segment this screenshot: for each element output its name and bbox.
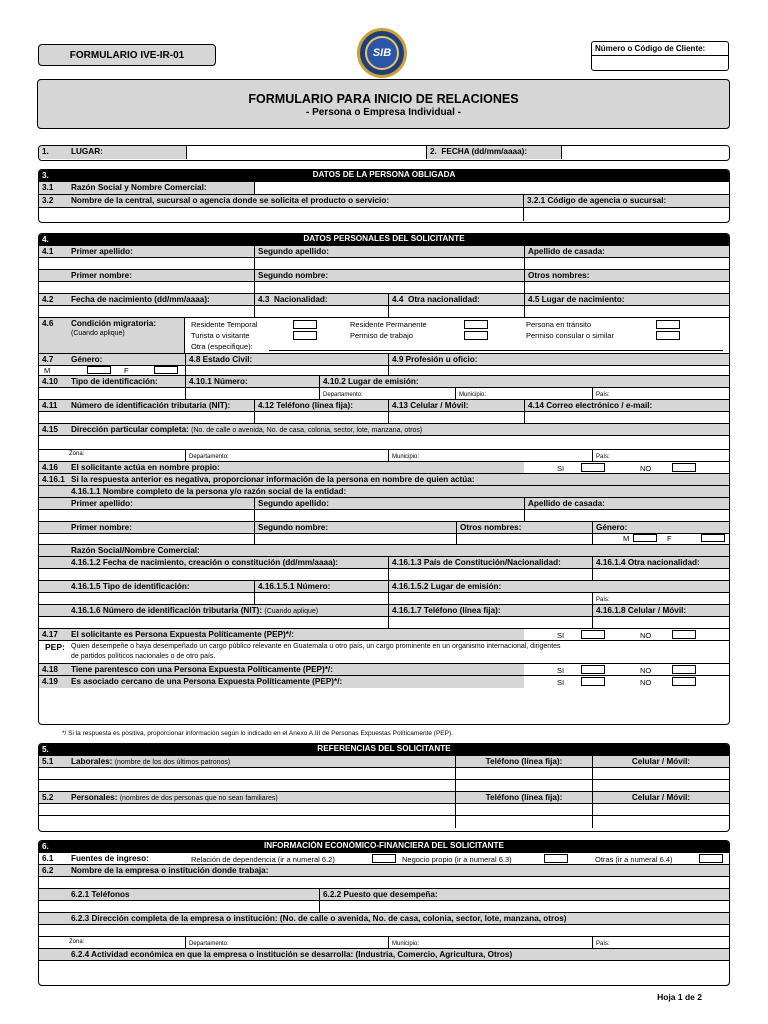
section-references bbox=[38, 743, 730, 832]
ref-lab-celular-label: Celular / Móvil: bbox=[592, 756, 729, 767]
pais2-label: País: bbox=[596, 454, 610, 460]
emp-depto-label: Departamento: bbox=[189, 941, 229, 947]
num-6: 6. bbox=[42, 842, 49, 851]
condicion-migratoria-label: Condición migratoria: bbox=[71, 319, 157, 328]
otra-especifique-label: Otra (especifique): bbox=[191, 342, 253, 351]
permiso-trabajo-checkbox[interactable] bbox=[464, 331, 488, 340]
b-segundo-apellido-label: Segundo apellido: bbox=[254, 498, 524, 509]
direccion-empresa-label: 6.2.3 Dirección completa de la empresa o institución: (No. de calle o avenida, No. de casa, colonia, sector, lote, manzana, otros) bbox=[71, 914, 567, 923]
laborales-label: Laborales: bbox=[71, 757, 113, 766]
actua-nombre-propio-label: El solicitante actúa en nombre propio: bbox=[71, 463, 220, 472]
emp-muni-label: Municipio: bbox=[392, 941, 420, 947]
num-4-3: 4.3 bbox=[258, 295, 270, 304]
numero-id-label: 4.10.1 Número: bbox=[185, 376, 319, 387]
persona-transito-checkbox[interactable] bbox=[656, 320, 680, 329]
fecha-field[interactable] bbox=[561, 146, 729, 159]
b-genero-m-label: M bbox=[623, 534, 630, 543]
negocio-propio-checkbox[interactable] bbox=[544, 854, 568, 863]
nombre-completo-label: 4.16.1.1 Nombre completo de la persona y/o razón social de la entidad: bbox=[71, 487, 347, 496]
num-4-1: 4.1 bbox=[42, 247, 54, 256]
turista-label: Turista o visitante bbox=[191, 331, 250, 340]
departamento-label: Departamento: bbox=[189, 454, 229, 460]
num-4-16-1: 4.16.1 bbox=[42, 475, 65, 484]
actividad-economica-field[interactable] bbox=[39, 961, 729, 977]
emp-pais-label: País: bbox=[596, 941, 610, 947]
num-2: 2. bbox=[430, 147, 437, 156]
nit-label: Número de identificación tributaria (NIT): bbox=[71, 401, 231, 410]
depto-label: Departamento: bbox=[323, 392, 363, 398]
form-header bbox=[37, 79, 730, 129]
genero-f-label: F bbox=[124, 366, 129, 375]
direccion-note: (No. de calle o avenida, No. de casa, colonia, sector, lote, manzana, otros) bbox=[191, 427, 423, 434]
zona-label: Zona: bbox=[69, 451, 85, 457]
residente-permanente-label: Residente Permanente bbox=[350, 320, 427, 329]
lugar-field[interactable] bbox=[186, 146, 426, 159]
fecha-label: FECHA (dd/mm/aaaa): bbox=[441, 147, 528, 156]
genero-label: Género: bbox=[71, 355, 103, 364]
num-5: 5. bbox=[42, 745, 49, 754]
tipo-identificacion-label: Tipo de identificación: bbox=[71, 377, 158, 386]
personales-label: Personales: bbox=[71, 793, 118, 802]
laborales-note: (nombre de los dos últimos patronos) bbox=[114, 759, 231, 766]
page-number: Hoja 1 de 2 bbox=[657, 992, 702, 1002]
num-1: 1. bbox=[42, 147, 49, 156]
client-code-label: Número o Código de Cliente: bbox=[592, 42, 728, 56]
num-4-17: 4.17 bbox=[42, 630, 58, 639]
b-lugar-emision-label: 4.16.1.5.2 Lugar de emisión: bbox=[388, 581, 729, 592]
lugar-label: LUGAR: bbox=[71, 147, 103, 156]
num-5-1: 5.1 bbox=[42, 757, 54, 766]
section-4-title: DATOS PERSONALES DEL SOLICITANTE bbox=[303, 234, 465, 243]
lugar-nacimiento-label: 4.5 Lugar de nacimiento: bbox=[524, 294, 729, 305]
asociado-si-checkbox[interactable] bbox=[581, 677, 605, 686]
b-genero-f-checkbox[interactable] bbox=[701, 534, 725, 542]
parentesco-si-label: SI bbox=[557, 666, 565, 675]
num-4-19: 4.19 bbox=[42, 677, 58, 686]
pep-si-label: SI bbox=[557, 631, 565, 640]
ref-pers-telefono-label: Teléfono (línea fija): bbox=[455, 792, 592, 803]
section-financial bbox=[38, 840, 730, 986]
num-4-10: 4.10 bbox=[42, 377, 58, 386]
pep-desc-2: de partidos políticos nacionales o de otro país. bbox=[71, 653, 216, 660]
num-6-2: 6.2 bbox=[42, 866, 54, 875]
correo-label: 4.14 Correo electrónico / e-mail: bbox=[524, 400, 729, 411]
otros-nombres-label: Otros nombres: bbox=[524, 270, 729, 281]
b-celular-label: 4.16.1.8 Celular / Móvil: bbox=[592, 605, 729, 616]
b-primer-apellido-label: Primer apellido: bbox=[71, 499, 133, 508]
num-3-2: 3.2 bbox=[42, 196, 54, 205]
b-telefono-label: 4.16.1.7 Teléfono (línea fija): bbox=[388, 605, 592, 616]
pais-label: País: bbox=[596, 392, 610, 398]
razon-social-field[interactable] bbox=[254, 182, 729, 194]
primer-apellido-label: Primer apellido: bbox=[71, 247, 133, 256]
cuando-aplique-label: (Cuando aplique) bbox=[71, 330, 125, 337]
form-code: FORMULARIO IVE-IR-01 bbox=[38, 44, 216, 66]
muni-label: Municipio: bbox=[459, 392, 487, 398]
num-4-7: 4.7 bbox=[42, 355, 54, 364]
nacionalidad-label: Nacionalidad: bbox=[273, 295, 328, 304]
section-3-title: DATOS DE LA PERSONA OBLIGADA bbox=[312, 170, 456, 179]
genero-m-checkbox[interactable] bbox=[87, 366, 111, 374]
permiso-trabajo-label: Permiso de trabajo bbox=[350, 331, 413, 340]
residente-temporal-checkbox[interactable] bbox=[293, 320, 317, 329]
b-otra-nacionalidad-label: 4.16.1.4 Otra nacionalidad: bbox=[592, 557, 729, 568]
lugar-emision-label: 4.10.2 Lugar de emisión: bbox=[319, 376, 729, 387]
b-nit-label: 4.16.1.6 Número de identificación tributaria (NIT): bbox=[71, 606, 263, 615]
municipio-label: Municipio: bbox=[392, 454, 420, 460]
apellido-casada-label: Apellido de casada: bbox=[524, 246, 729, 257]
profesion-label: 4.9 Profesión u oficio: bbox=[388, 354, 729, 365]
residente-temporal-label: Residente Temporal bbox=[191, 320, 258, 329]
pep-si-checkbox[interactable] bbox=[581, 630, 605, 639]
b-segundo-nombre-label: Segundo nombre: bbox=[254, 522, 456, 533]
client-code-field[interactable] bbox=[592, 56, 728, 70]
b-apellido-casada-label: Apellido de casada: bbox=[524, 498, 729, 509]
permiso-consular-checkbox[interactable] bbox=[656, 331, 680, 340]
section-5-title: REFERENCIAS DEL SOLICITANTE bbox=[317, 744, 451, 753]
razon-social-label: Razón Social y Nombre Comercial: bbox=[71, 183, 207, 192]
section-6-title: INFORMACIÓN ECONÓMICO-FINANCIERA DEL SOLICITANTE bbox=[263, 841, 504, 850]
respuesta-negativa-label: Si la respuesta anterior es negativa, proporcionar información de la persona en nombre de quien actúa: bbox=[71, 475, 475, 484]
b-pais-label: País: bbox=[596, 597, 610, 603]
b-genero-m-checkbox[interactable] bbox=[633, 534, 657, 542]
num-4-2: 4.2 bbox=[42, 295, 54, 304]
num-6-1: 6.1 bbox=[42, 854, 54, 863]
telefono-fijo-label: 4.12 Teléfono (línea fija): bbox=[254, 400, 388, 411]
otras-fuentes-checkbox[interactable] bbox=[699, 854, 723, 863]
primer-nombre-label: Primer nombre: bbox=[71, 271, 132, 280]
b-tipo-id-label: 4.16.1.5 Tipo de identificación: bbox=[71, 582, 190, 591]
actua-no-label: NO bbox=[640, 464, 652, 473]
section-place-date bbox=[38, 145, 730, 161]
residente-permanente-checkbox[interactable] bbox=[464, 320, 488, 329]
sib-seal-logo bbox=[357, 28, 407, 78]
actua-no-checkbox[interactable] bbox=[672, 463, 696, 472]
agencia-label: Nombre de la central, sucursal o agencia donde se solicita el producto o servicio: bbox=[71, 196, 390, 205]
parentesco-pep-label: Tiene parentesco con una Persona Expuesta Políticamente (PEP)*/: bbox=[71, 665, 333, 674]
relacion-dependencia-checkbox[interactable] bbox=[372, 854, 396, 863]
otra-nacionalidad-label: Otra nacionalidad: bbox=[407, 295, 480, 304]
client-code-box bbox=[591, 41, 729, 71]
pep-label: El solicitante es Persona Expuesta Políticamente (PEP)*/: bbox=[71, 630, 294, 639]
puesto-label: 6.2.2 Puesto que desempeña: bbox=[319, 889, 729, 900]
celular-label: 4.13 Celular / Móvil: bbox=[388, 400, 524, 411]
segundo-nombre-label: Segundo nombre: bbox=[254, 270, 524, 281]
pep-no-label: NO bbox=[640, 631, 652, 640]
direccion-field[interactable] bbox=[39, 436, 729, 450]
num-4-11: 4.11 bbox=[42, 401, 58, 410]
num-4-18: 4.18 bbox=[42, 665, 58, 674]
actua-si-checkbox[interactable] bbox=[581, 463, 605, 472]
relacion-dependencia-label: Relación de dependencia (ir a numeral 6.2) bbox=[191, 855, 335, 864]
num-5-2: 5.2 bbox=[42, 793, 54, 802]
b-pais-constitucion-label: 4.16.1.3 País de Constitución/Nacionalidad: bbox=[388, 557, 592, 568]
num-4-15: 4.15 bbox=[42, 425, 58, 434]
empresa-field[interactable] bbox=[39, 877, 729, 889]
num-4-4: 4.4 bbox=[392, 295, 404, 304]
genero-f-checkbox[interactable] bbox=[154, 366, 178, 374]
codigo-agencia-label: 3.2.1 Código de agencia o sucursal: bbox=[523, 195, 729, 207]
pep-def-label: PEP: bbox=[45, 642, 65, 652]
fecha-nacimiento-label: Fecha de nacimiento (dd/mm/aaaa): bbox=[71, 295, 210, 304]
seal-text: SIB bbox=[365, 36, 399, 70]
emp-zona-label: Zona: bbox=[69, 939, 85, 945]
num-3-1: 3.1 bbox=[42, 183, 54, 192]
fuentes-ingreso-label: Fuentes de ingreso: bbox=[71, 854, 149, 863]
direccion-empresa-field[interactable] bbox=[39, 925, 729, 937]
b-otros-nombres-label: Otros nombres: bbox=[456, 522, 592, 533]
pep-no-checkbox[interactable] bbox=[672, 630, 696, 639]
genero-m-label: M bbox=[44, 366, 51, 375]
empresa-label: Nombre de la empresa o institución donde trabaja: bbox=[71, 866, 269, 875]
segundo-apellido-label: Segundo apellido: bbox=[254, 246, 524, 257]
pep-desc-1: Quien desempeñe o haya desempeñado un cargo público relevante en Guatemala u otro país, un cargo prominente en un organismo internacional, dirigentes bbox=[71, 643, 561, 650]
num-4-6: 4.6 bbox=[42, 319, 54, 328]
b-primer-nombre-label: Primer nombre: bbox=[71, 523, 132, 532]
b-numero-id-label: 4.16.1.5.1 Número: bbox=[254, 581, 388, 592]
section-obligated-person bbox=[38, 169, 730, 223]
turista-checkbox[interactable] bbox=[293, 331, 317, 340]
form-subtitle: - Persona o Empresa Individual - bbox=[305, 107, 462, 118]
num-4: 4. bbox=[42, 235, 49, 244]
codigo-agencia-field[interactable] bbox=[523, 208, 729, 221]
ref-pers-celular-label: Celular / Móvil: bbox=[592, 792, 729, 803]
pep-footnote: */ Si la respuesta es positiva, proporcionar información según lo indicado en el Anexo A.III de Personas Expuestas Políticamente (PEP). bbox=[62, 730, 453, 737]
b-fecha-constitucion-label: 4.16.1.2 Fecha de nacimiento, creación o constitución (dd/mm/aaaa): bbox=[71, 558, 339, 567]
telefonos-label: 6.2.1 Teléfonos bbox=[71, 890, 130, 899]
asociado-si-label: SI bbox=[557, 678, 565, 687]
personales-note: (nombres de dos personas que no sean familiares) bbox=[119, 795, 278, 802]
num-3: 3. bbox=[42, 171, 49, 180]
parentesco-no-checkbox[interactable] bbox=[672, 665, 696, 674]
num-4-16: 4.16 bbox=[42, 463, 58, 472]
otra-especifique-field[interactable] bbox=[269, 350, 723, 351]
section-personal-data bbox=[38, 233, 730, 725]
form-title: FORMULARIO PARA INICIO DE RELACIONES bbox=[248, 92, 519, 106]
parentesco-no-label: NO bbox=[640, 666, 652, 675]
ref-lab-telefono-label: Teléfono (línea fija): bbox=[455, 756, 592, 767]
numero-id-field[interactable] bbox=[185, 388, 319, 399]
asociado-no-label: NO bbox=[640, 678, 652, 687]
persona-transito-label: Persona en tránsito bbox=[526, 320, 592, 329]
b-genero-f-label: F bbox=[667, 534, 672, 543]
b-razon-social-label: Razón Social/Nombre Comercial: bbox=[71, 546, 200, 555]
negocio-propio-label: Negocio propio (ir a numeral 6.3) bbox=[402, 855, 512, 864]
parentesco-si-checkbox[interactable] bbox=[581, 665, 605, 674]
direccion-label: Dirección particular completa: bbox=[71, 425, 189, 434]
otras-fuentes-label: Otras (ir a numeral 6.4) bbox=[595, 855, 673, 864]
permiso-consular-label: Permiso consular o similar bbox=[526, 331, 614, 340]
asociado-no-checkbox[interactable] bbox=[672, 677, 696, 686]
b-genero-label: Género: bbox=[592, 522, 729, 533]
asociado-pep-label: Es asociado cercano de una Persona Expuesta Políticamente (PEP)*/: bbox=[71, 677, 343, 686]
b-nit-note: (Cuando aplique) bbox=[264, 608, 319, 615]
actua-si-label: SI bbox=[557, 464, 565, 473]
estado-civil-label: 4.8 Estado Civil: bbox=[185, 354, 388, 365]
actividad-economica-label: 6.2.4 Actividad económica en que la empresa o institución se desarrolla: (Industria, Comercio, Agricultura, Otros) bbox=[71, 950, 513, 959]
